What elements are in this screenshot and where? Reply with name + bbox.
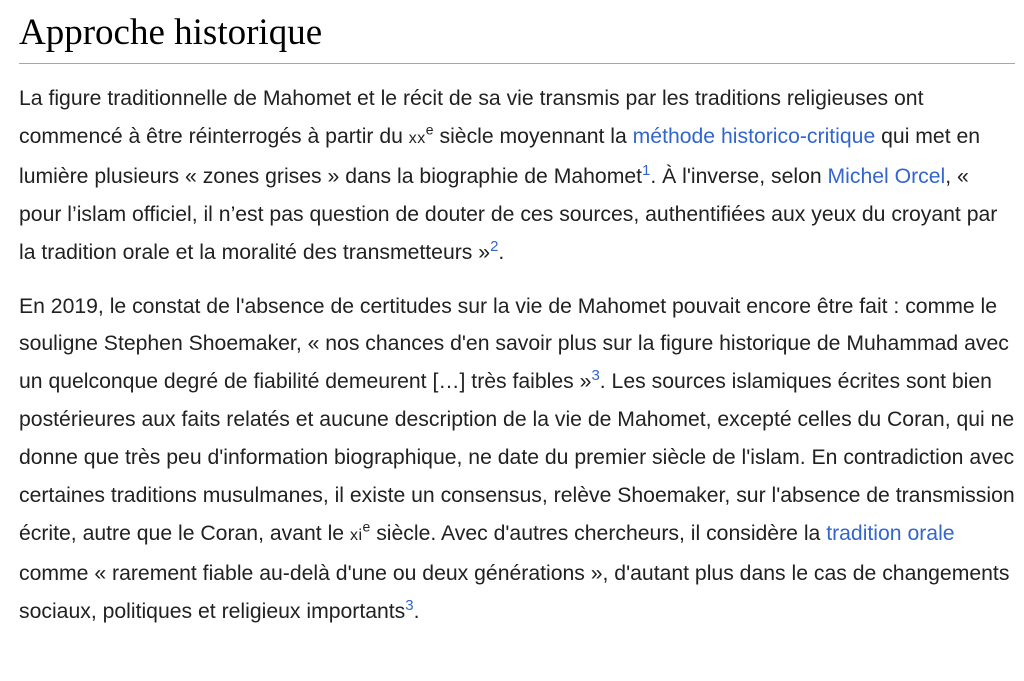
- reference-link-1[interactable]: 1: [642, 161, 651, 179]
- text-run: En 2019, le constat de l'absence de certitudes sur la vie de Mahomet pouvait encore être fait : comme le souligne Stephen Shoemaker, « nos chances d'en savoir plus sur la figure historique de Muhammad avec un quelconque degré de fiabilité demeurent […] très faibles »: [19, 294, 1009, 394]
- century-exponent: e: [425, 121, 434, 138]
- reference-link-3b[interactable]: 3: [405, 596, 414, 614]
- century-numeral: xi: [349, 526, 363, 544]
- text-run: qui met en lumière plusieurs « zones grises » dans la biographie de Mahomet: [19, 124, 981, 188]
- text-run: La figure traditionnelle de Mahomet et le récit de sa vie transmis par les traditions religieuses ont commencé à être réinterrogés à partir du: [19, 87, 924, 148]
- text-run: . À l'inverse, selon: [650, 164, 828, 188]
- link-tradition-orale[interactable]: tradition orale: [826, 521, 955, 545]
- text-run: .: [498, 240, 505, 264]
- century-numeral: xx: [408, 129, 426, 147]
- reference-link-2[interactable]: 2: [490, 237, 499, 255]
- text-run: comme « rarement fiable au-delà d'une ou deux générations », d'autant plus dans le cas de changements sociaux, politiques et religieux importants: [19, 561, 1010, 623]
- paragraph-1: [19, 80, 1015, 272]
- link-methode-historico-critique[interactable]: méthode historico-critique: [632, 124, 876, 148]
- section-heading: Approche historique: [19, 14, 1015, 64]
- century-exponent: e: [362, 518, 371, 535]
- paragraph-2: [19, 288, 1015, 631]
- text-run: , « pour l’islam officiel, il n’est pas question de douter de ces sources, authentifiées aux yeux du croyant par la tradition orale et la moralité des transmetteurs »: [19, 164, 998, 264]
- text-run: .: [413, 599, 420, 623]
- article-content: [19, 0, 1015, 631]
- text-run: . Les sources islamiques écrites sont bien postérieures aux faits relatés et aucune description de la vie de Mahomet, excepté celles du Coran, qui ne donne que très peu d'information biographique, ne date du premier siècle de l'islam. En contradiction avec certaines traditions musulmanes, il existe un consensus, relève Shoemaker, sur l'absence de transmission écrite, autre que le Coran, avant le: [19, 370, 1015, 545]
- link-michel-orcel[interactable]: Michel Orcel: [827, 164, 946, 188]
- reference-link-3[interactable]: 3: [591, 367, 600, 385]
- reference-note-3: [591, 367, 599, 384]
- text-run: siècle moyennant la: [433, 124, 633, 148]
- text-run: siècle. Avec d'autres chercheurs, il considère la: [370, 521, 827, 545]
- reference-note-3b: [405, 597, 413, 614]
